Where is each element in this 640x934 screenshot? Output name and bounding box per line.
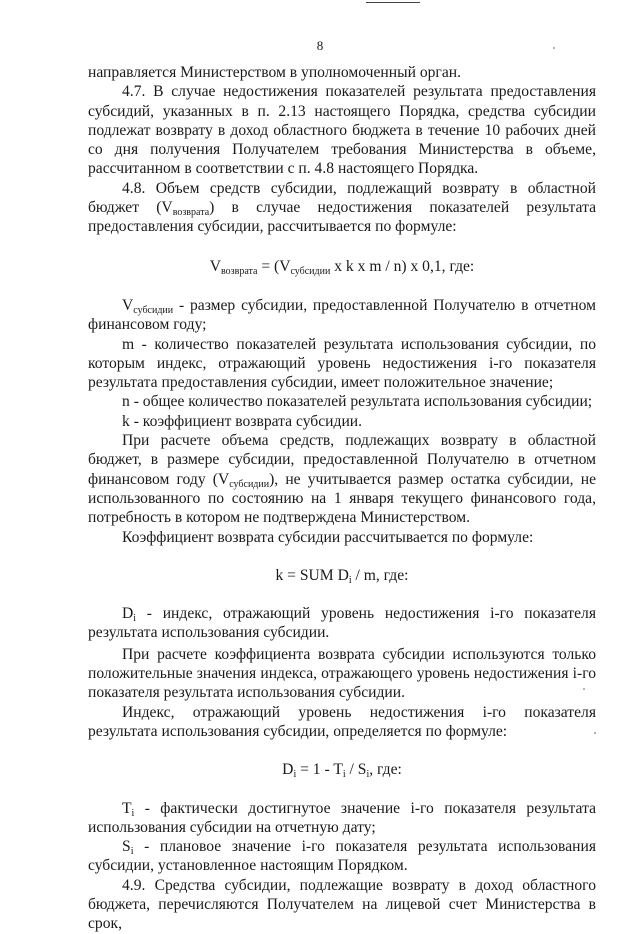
definition-n: n - общее количество показателей результата использования субсидии; <box>122 393 593 411</box>
paragraph-4-8: 4.8. Объем средств субсидии, подлежащий возврату в областной бюджет $(V_{возврата})$ в случае недостижения показателей результата предоставления субсидии, рассчитывается по формуле: <box>88 179 597 236</box>
document-body <box>88 63 596 934</box>
formula-coefficient: k = SUM $D_i$ / m, где: <box>275 566 409 586</box>
paragraph-coefficient-intro: Коэффициент возврата субсидии рассчитывается по формуле: <box>122 528 534 546</box>
formula-return-volume: $V_{возврата} = (V_{субсидии}$ x k x m / n) x 0,1, где: <box>209 257 475 277</box>
definition-s: $S_i$ - плановое значение i-го показателя результата использования субсидии, установленное настоящим Порядком. <box>88 838 596 875</box>
paragraph-positive-values: При расчете коэффициента возврата субсидии используются только положительные значения индекса, отражающего уровень недостижения i-го показателя результата использования субсидии. <box>88 645 596 702</box>
formula-index: $D_i = 1 - T_i / S_i$, где: <box>282 761 402 781</box>
paragraph-4-7: 4.7. В случае недостижения показателей результата предоставления субсидий, указанных в п. 2.13 настоящего Порядка, средства субсидии подлежат возврату в доход областного бюджета в течение 10 рабочих дней со дня получения Получателем требования Министерства в объеме, рассчитанном в соответствии с п. 4.8 настоящего Порядка. <box>88 83 596 178</box>
paragraph-4-9: 4.9. Средства субсидии, подлежащие возврату в доход областного бюджета, перечисляются Получателем на лицевой счет Министерства в срок, <box>88 876 596 933</box>
paragraph-index-intro: Индекс, отражающий уровень недостижения i-го показателя результата использования субсидии, определяется по формуле: <box>88 703 596 740</box>
top-rule <box>366 2 420 3</box>
definition-d-index: $D_i$ - индекс, отражающий уровень недостижения i-го показателя результата использования субсидии. <box>88 605 596 642</box>
scan-speck <box>553 47 555 49</box>
definition-t: $T_i$ - фактически достигнутое значение i-го показателя результата использования субсидии на отчетную дату; <box>88 799 596 836</box>
paragraph-continuation: направляется Министерством в уполномоченный орган. <box>88 64 461 81</box>
paragraph-remainder: При расчете объема средств, подлежащих возврату в областной бюджет, в размере субсидии, предоставленной Получателю в отчетном финансовом году $(V_{субсидии})$, не учитывается размер остатка субсидии, не использованного по состоянию на 1 января текущего финансового года, потребность в котором не подтверждена Министерством. <box>88 432 596 527</box>
definition-m: m - количество показателей результата использования субсидии, по которым индекс, отражающий уровень недостижения i-го показателя результата предоставления субсидии, имеет положительное значение; <box>88 335 596 392</box>
definition-k: k - коэффициент возврата субсидии. <box>122 412 363 430</box>
page-number: 8 <box>316 38 324 53</box>
definition-v-subsidy: $V_{субсидии}$ - размер субсидии, предоставленной Получателю в отчетном финансовом году; <box>88 296 596 334</box>
